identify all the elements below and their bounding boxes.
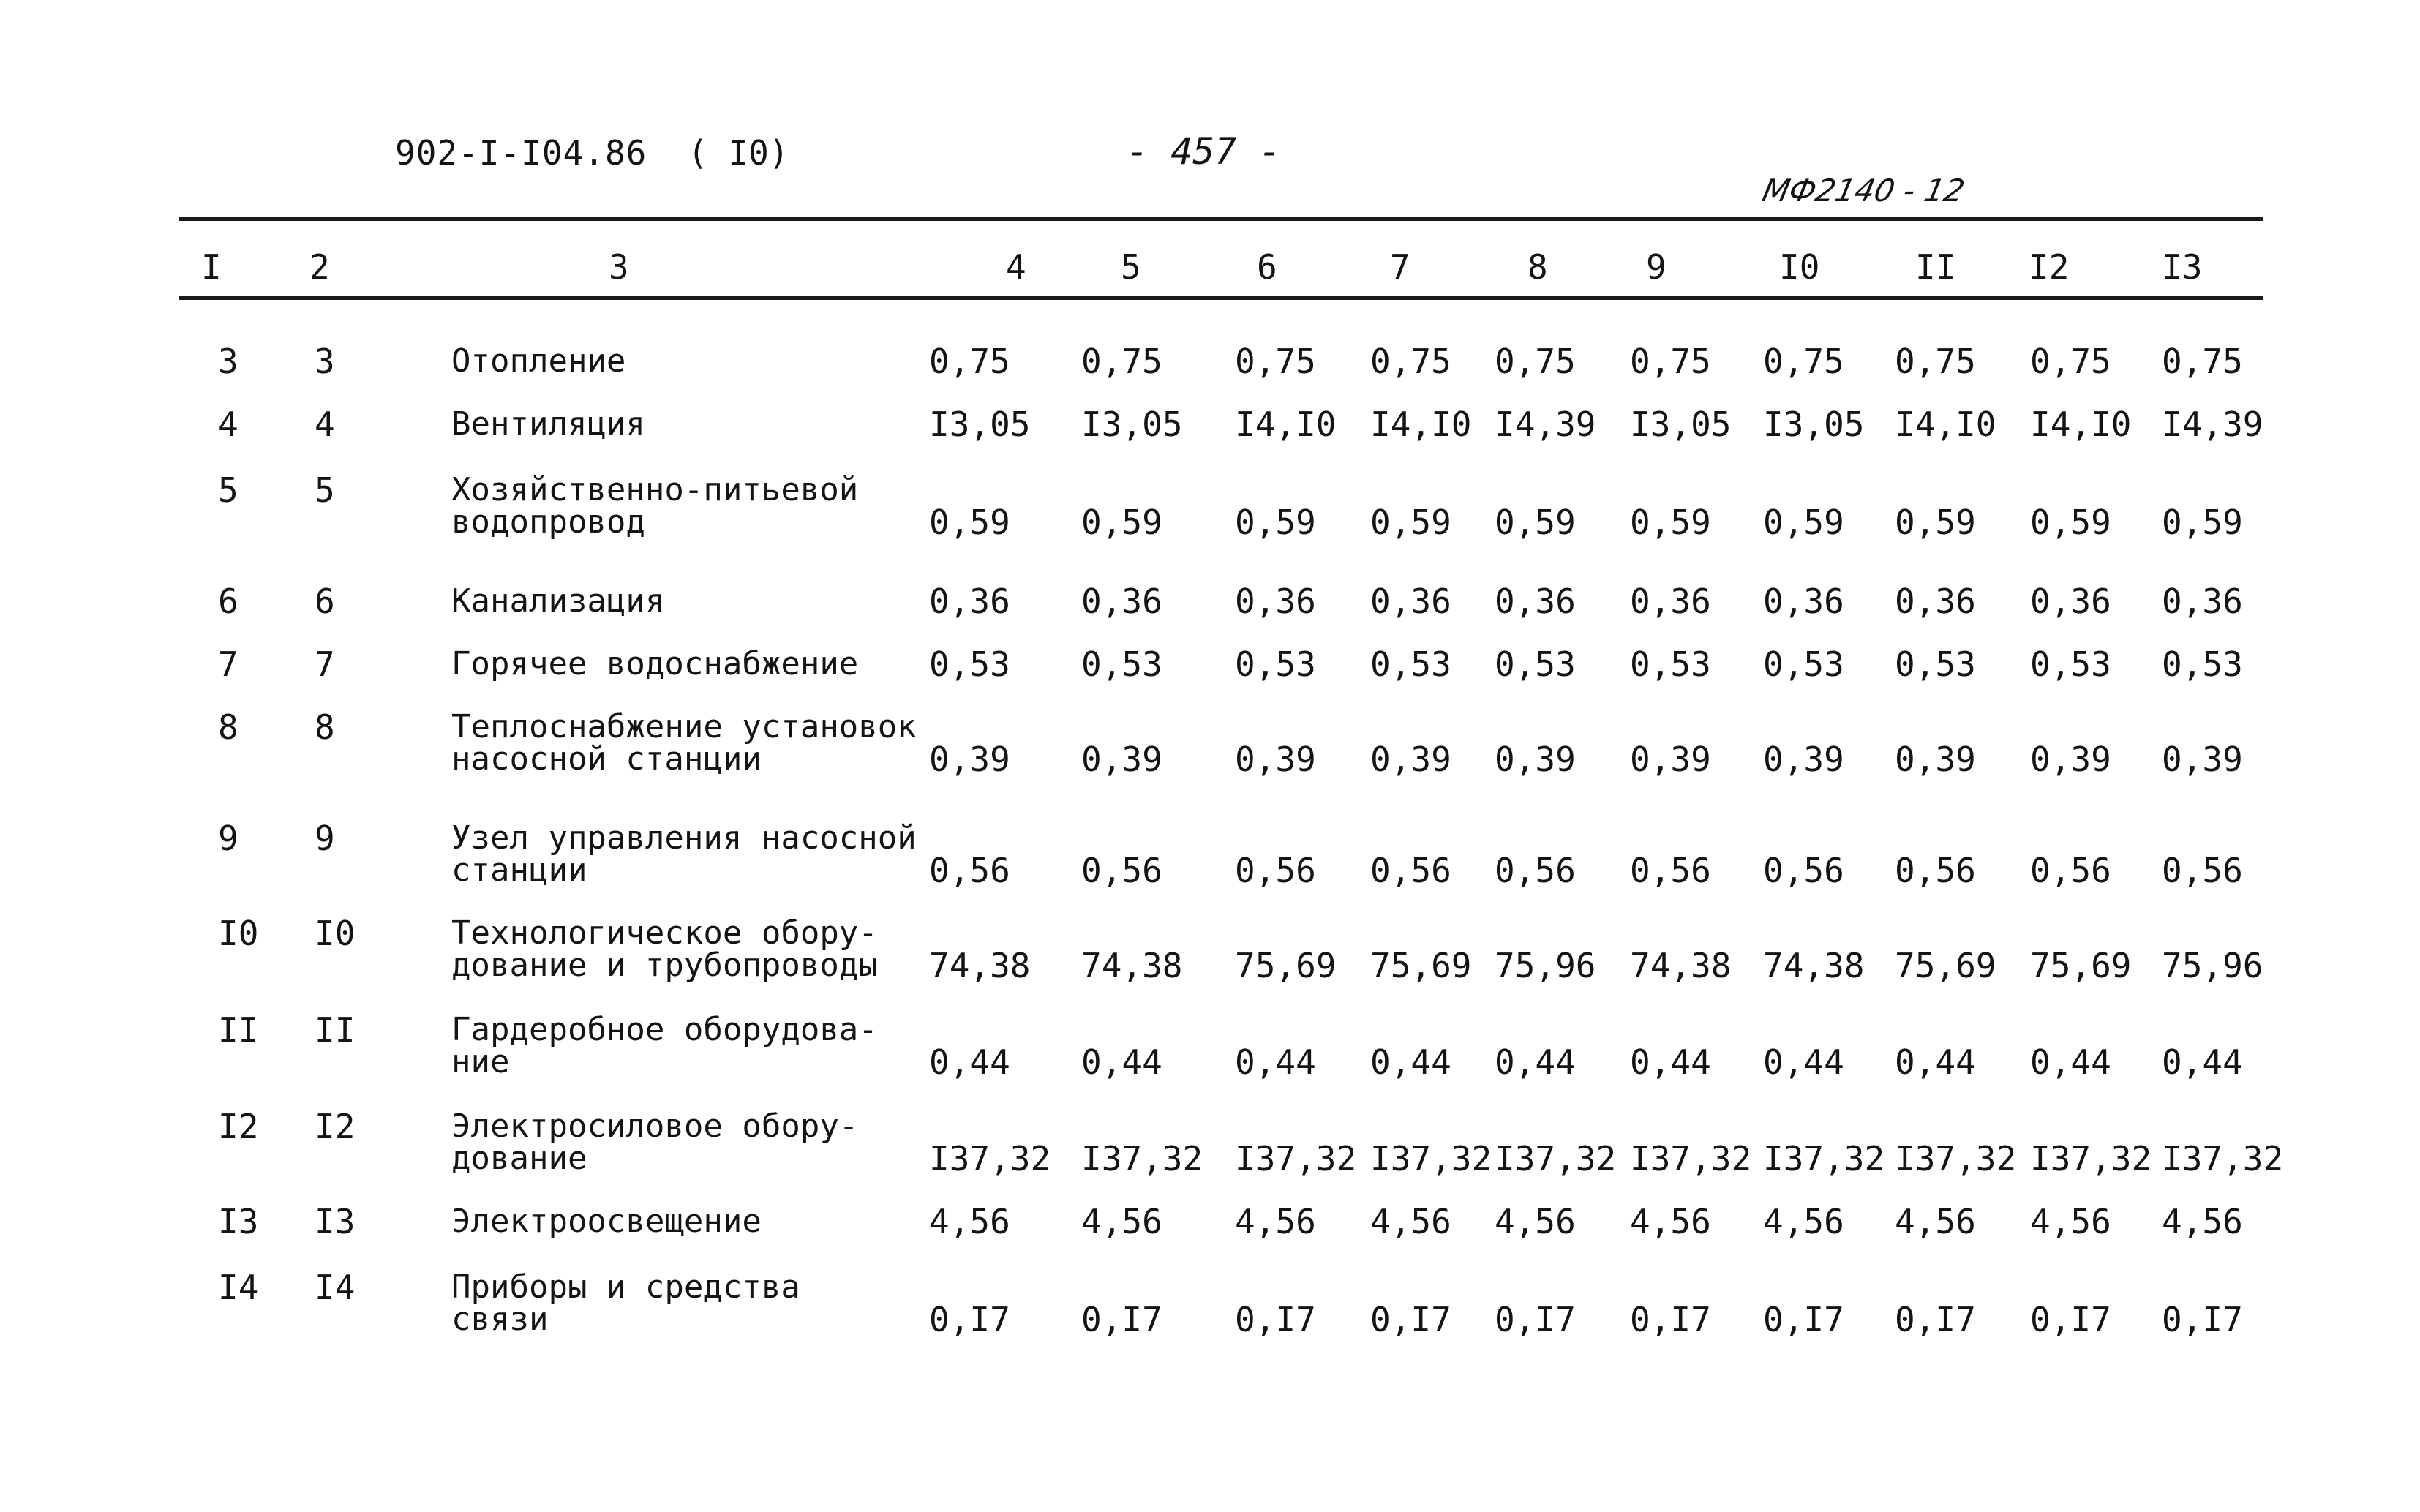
row-number: 3	[218, 342, 238, 381]
value-col-11: 0,I7	[1895, 1300, 1976, 1339]
value-col-6: 0,39	[1235, 740, 1316, 779]
value-col-9: I3,05	[1630, 405, 1732, 444]
value-col-4: 0,56	[929, 851, 1010, 890]
value-col-12: 0,44	[2030, 1042, 2111, 1082]
row-number: 5	[218, 470, 238, 510]
item-name-line: Технологическое обору-	[451, 914, 878, 952]
value-col-7: 75,69	[1370, 946, 1472, 985]
handwritten-mark: МФ2140 - 12	[1759, 173, 1968, 208]
value-col-7: 0,53	[1370, 644, 1451, 684]
column-header-4: 4	[1006, 247, 1026, 287]
value-col-13: 0,75	[2162, 342, 2243, 381]
item-name-line: Отопление	[451, 342, 626, 380]
value-col-12: 0,75	[2030, 342, 2111, 381]
value-col-12: I4,I0	[2030, 405, 2132, 444]
value-col-4: 0,36	[929, 582, 1010, 621]
row-number: I2	[218, 1107, 259, 1146]
item-number: I2	[315, 1107, 356, 1146]
item-name-line: дование и трубопроводы	[451, 947, 878, 984]
part-number: ( I0)	[688, 133, 789, 173]
value-col-4: 0,44	[929, 1042, 1010, 1082]
value-col-4: 0,53	[929, 644, 1010, 684]
value-col-9: 0,59	[1630, 503, 1711, 542]
value-col-13: 0,59	[2162, 503, 2243, 542]
row-number: I3	[218, 1202, 259, 1241]
value-col-12: I37,32	[2030, 1139, 2152, 1178]
value-col-9: 0,I7	[1630, 1300, 1711, 1339]
page-number: - 457 -	[1127, 130, 1281, 173]
value-col-8: 0,56	[1495, 851, 1576, 890]
value-col-11: 4,56	[1895, 1202, 1976, 1241]
value-col-13: 4,56	[2162, 1202, 2243, 1241]
value-col-5: 4,56	[1081, 1202, 1162, 1241]
row-number: 6	[218, 582, 238, 621]
value-col-9: 0,75	[1630, 342, 1711, 381]
column-header-2: 2	[309, 247, 330, 287]
item-name-line: Электросиловое обору-	[451, 1107, 859, 1145]
value-col-4: 0,59	[929, 503, 1010, 542]
row-number: II	[218, 1010, 259, 1050]
item-number: 7	[315, 644, 335, 684]
item-number: 6	[315, 582, 335, 621]
value-col-6: 0,75	[1235, 342, 1316, 381]
value-col-9: I37,32	[1630, 1139, 1752, 1178]
item-number: 3	[315, 342, 335, 381]
value-col-10: I37,32	[1763, 1139, 1885, 1178]
value-col-9: 0,36	[1630, 582, 1711, 621]
item-number: I0	[315, 914, 356, 953]
value-col-6: 0,53	[1235, 644, 1316, 684]
value-col-7: 0,I7	[1370, 1300, 1451, 1339]
value-col-7: 0,59	[1370, 503, 1451, 542]
value-col-13: 0,53	[2162, 644, 2243, 684]
column-header-7: 7	[1390, 247, 1410, 287]
value-col-6: 0,56	[1235, 851, 1316, 890]
row-number: I4	[218, 1268, 259, 1307]
value-col-12: 0,36	[2030, 582, 2111, 621]
value-col-11: I37,32	[1895, 1139, 2017, 1178]
value-col-12: 0,39	[2030, 740, 2111, 779]
value-col-5: I3,05	[1081, 405, 1183, 444]
row-number: 7	[218, 644, 238, 684]
value-col-4: I37,32	[929, 1139, 1051, 1178]
value-col-11: 0,59	[1895, 503, 1976, 542]
value-col-11: 75,69	[1895, 946, 1996, 985]
value-col-8: 0,36	[1495, 582, 1576, 621]
item-number: 8	[315, 707, 335, 747]
value-col-9: 0,53	[1630, 644, 1711, 684]
value-col-5: 0,75	[1081, 342, 1162, 381]
item-number: I3	[315, 1202, 356, 1241]
item-name-line: Узел управления насосной	[451, 819, 917, 857]
row-number: 9	[218, 819, 238, 858]
value-col-7: 0,56	[1370, 851, 1451, 890]
item-name-line: ние	[451, 1043, 510, 1080]
column-header-9: 9	[1646, 247, 1666, 287]
item-name-line: станции	[451, 851, 587, 889]
value-col-10: 0,56	[1763, 851, 1844, 890]
value-col-7: 0,75	[1370, 342, 1451, 381]
value-col-7: I4,I0	[1370, 405, 1472, 444]
value-col-7: 0,39	[1370, 740, 1451, 779]
item-number: 4	[315, 405, 335, 444]
item-name-line: Приборы и средства	[451, 1268, 800, 1306]
item-number: II	[315, 1010, 356, 1050]
item-name-line: насосной станции	[451, 740, 762, 778]
value-col-10: I3,05	[1763, 405, 1865, 444]
value-col-11: 0,39	[1895, 740, 1976, 779]
value-col-10: 0,53	[1763, 644, 1844, 684]
value-col-9: 0,44	[1630, 1042, 1711, 1082]
value-col-10: 0,I7	[1763, 1300, 1844, 1339]
value-col-5: 0,56	[1081, 851, 1162, 890]
value-col-7: I37,32	[1370, 1139, 1492, 1178]
value-col-5: 0,53	[1081, 644, 1162, 684]
column-header-10: I0	[1779, 247, 1820, 287]
value-col-10: 0,39	[1763, 740, 1844, 779]
column-header-1: I	[201, 247, 222, 287]
value-col-7: 0,44	[1370, 1042, 1451, 1082]
value-col-6: 0,59	[1235, 503, 1316, 542]
value-col-6: 0,I7	[1235, 1300, 1316, 1339]
value-col-4: 0,39	[929, 740, 1010, 779]
value-col-10: 0,59	[1763, 503, 1844, 542]
item-name-line: дование	[451, 1140, 587, 1177]
value-col-10: 0,36	[1763, 582, 1844, 621]
value-col-13: 0,36	[2162, 582, 2243, 621]
row-number: 4	[218, 405, 238, 444]
value-col-5: 0,59	[1081, 503, 1162, 542]
value-col-11: 0,44	[1895, 1042, 1976, 1082]
value-col-12: 4,56	[2030, 1202, 2111, 1241]
value-col-8: 0,75	[1495, 342, 1576, 381]
value-col-6: I37,32	[1235, 1139, 1357, 1178]
value-col-8: I4,39	[1495, 405, 1596, 444]
column-header-11: II	[1915, 247, 1956, 287]
value-col-13: 0,56	[2162, 851, 2243, 890]
value-col-8: 0,59	[1495, 503, 1576, 542]
value-col-6: 4,56	[1235, 1202, 1316, 1241]
value-col-11: 0,53	[1895, 644, 1976, 684]
item-name-line: Хозяйственно-питьевой	[451, 471, 859, 508]
table-top-rule	[179, 217, 2263, 221]
item-name-line: водопровод	[451, 503, 645, 541]
item-number: 9	[315, 819, 335, 858]
value-col-9: 0,56	[1630, 851, 1711, 890]
value-col-5: 0,44	[1081, 1042, 1162, 1082]
value-col-13: 0,I7	[2162, 1300, 2243, 1339]
item-name-line: Гардеробное оборудова-	[451, 1011, 878, 1048]
value-col-13: 0,44	[2162, 1042, 2243, 1082]
item-number: I4	[315, 1268, 356, 1307]
value-col-8: 0,39	[1495, 740, 1576, 779]
value-col-4: 4,56	[929, 1202, 1010, 1241]
value-col-6: 0,36	[1235, 582, 1316, 621]
value-col-5: 0,36	[1081, 582, 1162, 621]
value-col-5: I37,32	[1081, 1139, 1203, 1178]
value-col-10: 0,75	[1763, 342, 1844, 381]
value-col-4: 0,75	[929, 342, 1010, 381]
document-code: 902-I-I04.86	[395, 133, 647, 173]
column-header-13: I3	[2162, 247, 2203, 287]
value-col-10: 0,44	[1763, 1042, 1844, 1082]
value-col-8: 0,I7	[1495, 1300, 1576, 1339]
item-name-line: Горячее водоснабжение	[451, 645, 859, 682]
value-col-9: 0,39	[1630, 740, 1711, 779]
value-col-6: 0,44	[1235, 1042, 1316, 1082]
value-col-12: 75,69	[2030, 946, 2132, 985]
value-col-12: 0,59	[2030, 503, 2111, 542]
value-col-7: 0,36	[1370, 582, 1451, 621]
value-col-5: 74,38	[1081, 946, 1183, 985]
value-col-13: 75,96	[2162, 946, 2263, 985]
item-name-line: Канализация	[451, 582, 665, 620]
value-col-11: 0,36	[1895, 582, 1976, 621]
item-number: 5	[315, 470, 335, 510]
row-number: 8	[218, 707, 238, 747]
table-header-rule	[179, 296, 2263, 300]
value-col-13: I37,32	[2162, 1139, 2284, 1178]
value-col-8: I37,32	[1495, 1139, 1617, 1178]
value-col-13: 0,39	[2162, 740, 2243, 779]
value-col-4: I3,05	[929, 405, 1031, 444]
value-col-8: 0,53	[1495, 644, 1576, 684]
value-col-11: 0,56	[1895, 851, 1976, 890]
column-header-8: 8	[1527, 247, 1548, 287]
value-col-11: I4,I0	[1895, 405, 1996, 444]
value-col-8: 4,56	[1495, 1202, 1576, 1241]
value-col-9: 74,38	[1630, 946, 1732, 985]
value-col-8: 0,44	[1495, 1042, 1576, 1082]
value-col-5: 0,I7	[1081, 1300, 1162, 1339]
value-col-12: 0,56	[2030, 851, 2111, 890]
value-col-6: 75,69	[1235, 946, 1337, 985]
column-header-5: 5	[1121, 247, 1141, 287]
item-name-line: Вентиляция	[451, 405, 645, 443]
item-name-line: связи	[451, 1301, 549, 1338]
value-col-8: 75,96	[1495, 946, 1596, 985]
value-col-7: 4,56	[1370, 1202, 1451, 1241]
value-col-10: 74,38	[1763, 946, 1865, 985]
item-name-line: Электроосвещение	[451, 1203, 762, 1240]
value-col-5: 0,39	[1081, 740, 1162, 779]
column-header-12: I2	[2029, 247, 2070, 287]
value-col-12: 0,53	[2030, 644, 2111, 684]
column-header-6: 6	[1257, 247, 1277, 287]
value-col-10: 4,56	[1763, 1202, 1844, 1241]
item-name-line: Теплоснабжение установок	[451, 708, 917, 745]
value-col-4: 0,I7	[929, 1300, 1010, 1339]
column-header-3: 3	[609, 247, 629, 287]
value-col-6: I4,I0	[1235, 405, 1337, 444]
row-number: I0	[218, 914, 259, 953]
value-col-13: I4,39	[2162, 405, 2263, 444]
value-col-9: 4,56	[1630, 1202, 1711, 1241]
value-col-11: 0,75	[1895, 342, 1976, 381]
value-col-12: 0,I7	[2030, 1300, 2111, 1339]
value-col-4: 74,38	[929, 946, 1031, 985]
